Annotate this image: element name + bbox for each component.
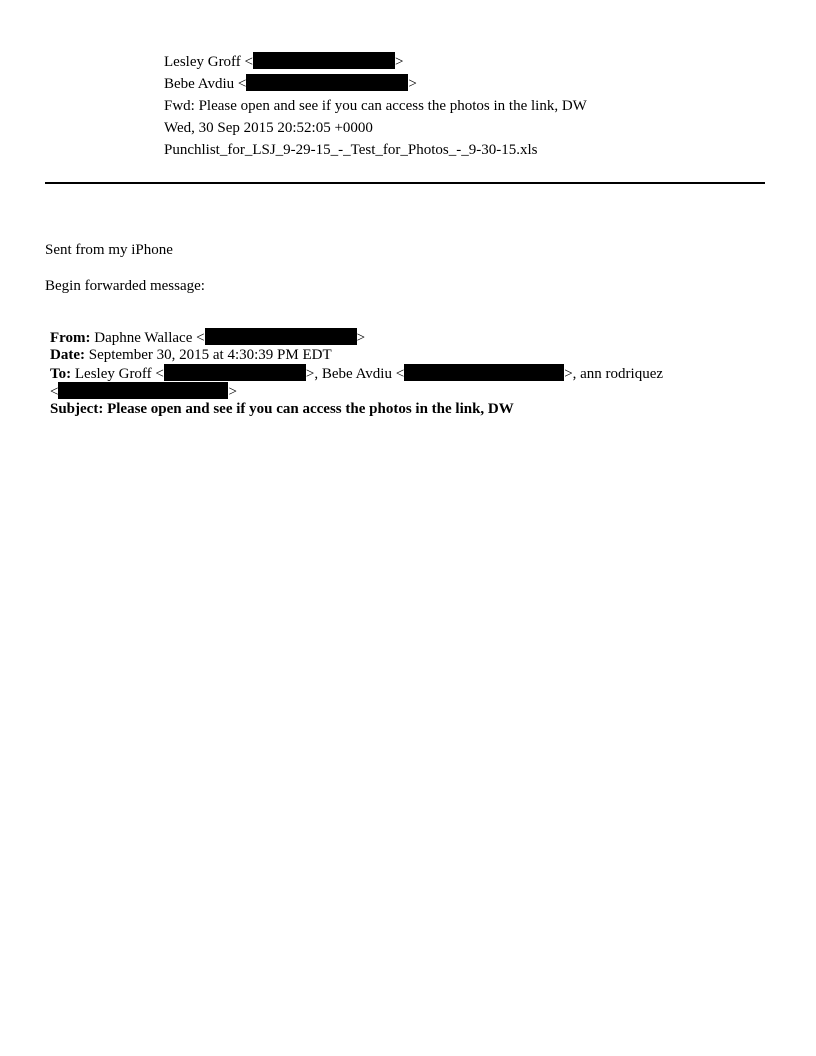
fwd-to-label: To: <box>50 366 72 382</box>
fwd-to-cont-close: > <box>228 384 237 400</box>
header-from-name: Lesley Groff < <box>164 54 253 70</box>
redaction-box <box>404 364 564 381</box>
header-to-value <box>164 74 417 94</box>
redaction-box <box>58 382 228 399</box>
sent-from-text: Sent from my iPhone <box>45 242 173 258</box>
redaction-box <box>205 328 357 345</box>
fwd-date-row <box>50 346 332 364</box>
fwd-to-continuation-row <box>50 382 237 400</box>
redaction-box <box>253 52 395 69</box>
header-from-value <box>164 52 403 72</box>
header-to-name: Bebe Avdiu < <box>164 76 247 92</box>
header-to-close: > <box>408 76 417 92</box>
fwd-from-row <box>50 328 365 346</box>
begin-forwarded-text: Begin forwarded message: <box>45 278 205 294</box>
header-divider <box>45 182 765 184</box>
fwd-subject-row <box>50 400 514 418</box>
fwd-date-label: Date: <box>50 347 85 363</box>
redaction-box <box>246 74 408 91</box>
fwd-from-name: Daphne Wallace < <box>90 330 205 346</box>
redaction-box <box>164 364 306 381</box>
fwd-to-cont-open: < <box>50 384 59 400</box>
fwd-subject-label: Subject: <box>50 401 104 417</box>
header-attachments-value[interactable]: Punchlist_for_LSJ_9-29-15_-_Test_for_Photos_-_9-30-15.xls <box>164 142 538 158</box>
fwd-from-label: From: <box>50 330 91 346</box>
header-subject-value: Fwd: Please open and see if you can access the photos in the link, DW <box>164 98 587 114</box>
fwd-to-row <box>50 364 663 382</box>
fwd-from-close: > <box>356 330 366 346</box>
fwd-subject-value: Please open and see if you can access the photos in the link, DW <box>103 401 514 417</box>
fwd-date-value: September 30, 2015 at 4:30:39 PM EDT <box>84 347 332 363</box>
header-date-value: Wed, 30 Sep 2015 20:52:05 +0000 <box>164 120 373 136</box>
fwd-to-part1: Lesley Groff < <box>71 366 164 382</box>
fwd-to-part2: >, Bebe Avdiu < <box>305 366 405 382</box>
fwd-to-part3: >, ann rodriquez <box>564 366 664 382</box>
header-from-close: > <box>395 54 404 70</box>
